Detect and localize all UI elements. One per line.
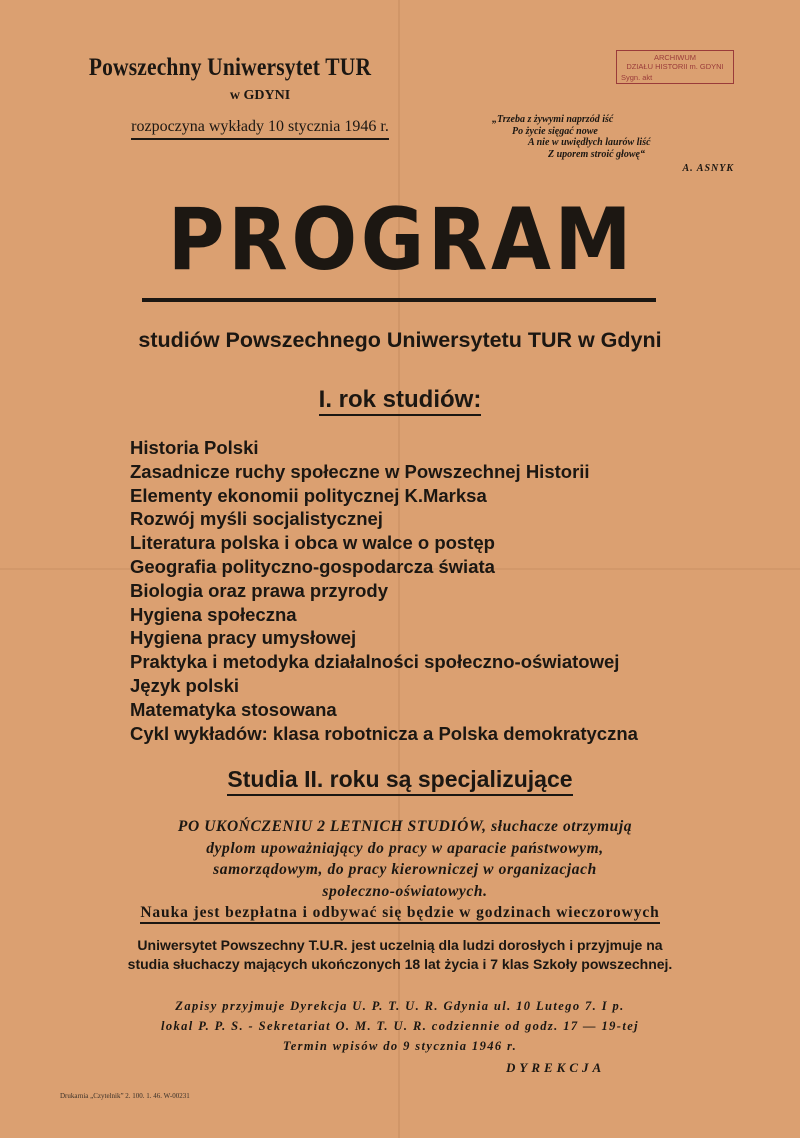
lectures-start-date: rozpoczyna wykłady 10 stycznia 1946 r. bbox=[131, 118, 389, 140]
signature-directorate: DYREKCJA bbox=[506, 1060, 606, 1075]
diploma-notice bbox=[60, 816, 750, 902]
poster-header bbox=[40, 54, 420, 140]
subject-item: Cykl wykładów: klasa robotnicza a Polska demokratyczna bbox=[130, 722, 638, 744]
asnyk-quote bbox=[492, 114, 738, 175]
quote-line: Po życie sięgać nowe bbox=[512, 125, 598, 137]
stamp-line-1: ARCHIWUM bbox=[653, 53, 697, 62]
admission-line: studia słuchaczy mających ukończonych 18 lat życia i 7 klas Szkoły powszechnej. bbox=[127, 956, 673, 972]
year1-heading-text: I. rok studiów: bbox=[319, 386, 482, 416]
program-subtitle: studiów Powszechnego Uniwersytetu TUR w Gdyni bbox=[138, 328, 662, 352]
program-title: PROGRAM bbox=[167, 190, 636, 290]
free-tuition-notice bbox=[0, 904, 800, 922]
subject-item: Elementy ekonomii politycznej K.Marksa bbox=[130, 484, 487, 506]
subject-item: Matematyka stosowana bbox=[130, 698, 337, 720]
stamp-line-2: DZIAŁU HISTORII m. GDYNI bbox=[626, 62, 724, 71]
title-underline bbox=[142, 298, 656, 302]
quote-line: Z uporem stroić głowę“ bbox=[548, 148, 645, 160]
diploma-line: samorządowym, do pracy kierowniczej w organizacjach bbox=[213, 861, 597, 878]
subject-item: Hygiena społeczna bbox=[130, 603, 297, 625]
subject-item: Rozwój myśli socjalistycznej bbox=[130, 508, 383, 530]
subject-item: Zasadnicze ruchy społeczne w Powszechnej Historii bbox=[130, 460, 590, 482]
printer-imprint: Drukarnia „Czytelnik” 2. 100. 1. 46. W-00231 bbox=[60, 1092, 190, 1100]
free-tuition-text: Nauka jest bezpłatna i odbywać się będzie w godzinach wieczorowych bbox=[140, 904, 659, 924]
subject-list bbox=[130, 436, 638, 745]
subject-item: Język polski bbox=[130, 674, 240, 696]
diploma-line: dyplom upoważniający do pracy w aparacie państwowym, bbox=[206, 839, 604, 857]
diploma-line: społeczno-oświatowych. bbox=[322, 882, 488, 900]
enrolment-line: lokal P. P. S. - Sekretariat O. M. T. U. R. codziennie od godz. 17 — 19-tej bbox=[160, 1019, 640, 1033]
quote-line: „Trzeba z żywymi naprzód iść bbox=[492, 114, 614, 125]
quote-author: A. ASNYK bbox=[682, 163, 734, 174]
subject-item: Literatura polska i obca w walce o postęp bbox=[130, 532, 495, 554]
admission-requirements bbox=[40, 936, 760, 974]
subject-item: Praktyka i metodyka działalności społeczno-oświatowej bbox=[130, 651, 620, 673]
quote-line: A nie w uwiędłych laurów liść bbox=[528, 137, 651, 148]
year1-heading bbox=[0, 386, 800, 414]
university-name: Powszechny Uniwersytet TUR bbox=[88, 54, 372, 81]
year2-heading bbox=[0, 766, 800, 793]
subject-item: Hygiena pracy umysłowej bbox=[130, 627, 357, 649]
enrolment-line: Zapisy przyjmuje Dyrekcja U. P. T. U. R. Gdynia ul. 10 Lutego 7. I p. bbox=[175, 999, 625, 1013]
subject-item: Geografia polityczno-gospodarcza świata bbox=[130, 555, 495, 577]
enrolment-line: Termin wpisów do 9 stycznia 1946 r. bbox=[282, 1039, 518, 1053]
admission-line: Uniwersytet Powszechny T.U.R. jest uczelnią dla ludzi dorosłych i przyjmuje na bbox=[137, 937, 663, 953]
diploma-line: PO UKOŃCZENIU 2 LETNICH STUDIÓW, słuchacze otrzymują bbox=[177, 818, 633, 835]
archive-stamp bbox=[616, 50, 734, 84]
enrolment-info bbox=[40, 996, 760, 1056]
university-city: w GDYNI bbox=[229, 88, 291, 103]
subject-item: Historia Polski bbox=[130, 437, 259, 458]
subject-item: Biologia oraz prawa przyrody bbox=[130, 579, 389, 601]
year2-heading-text: Studia II. roku są specjalizujące bbox=[227, 766, 572, 796]
stamp-line-3: Sygn. akt bbox=[621, 73, 653, 82]
